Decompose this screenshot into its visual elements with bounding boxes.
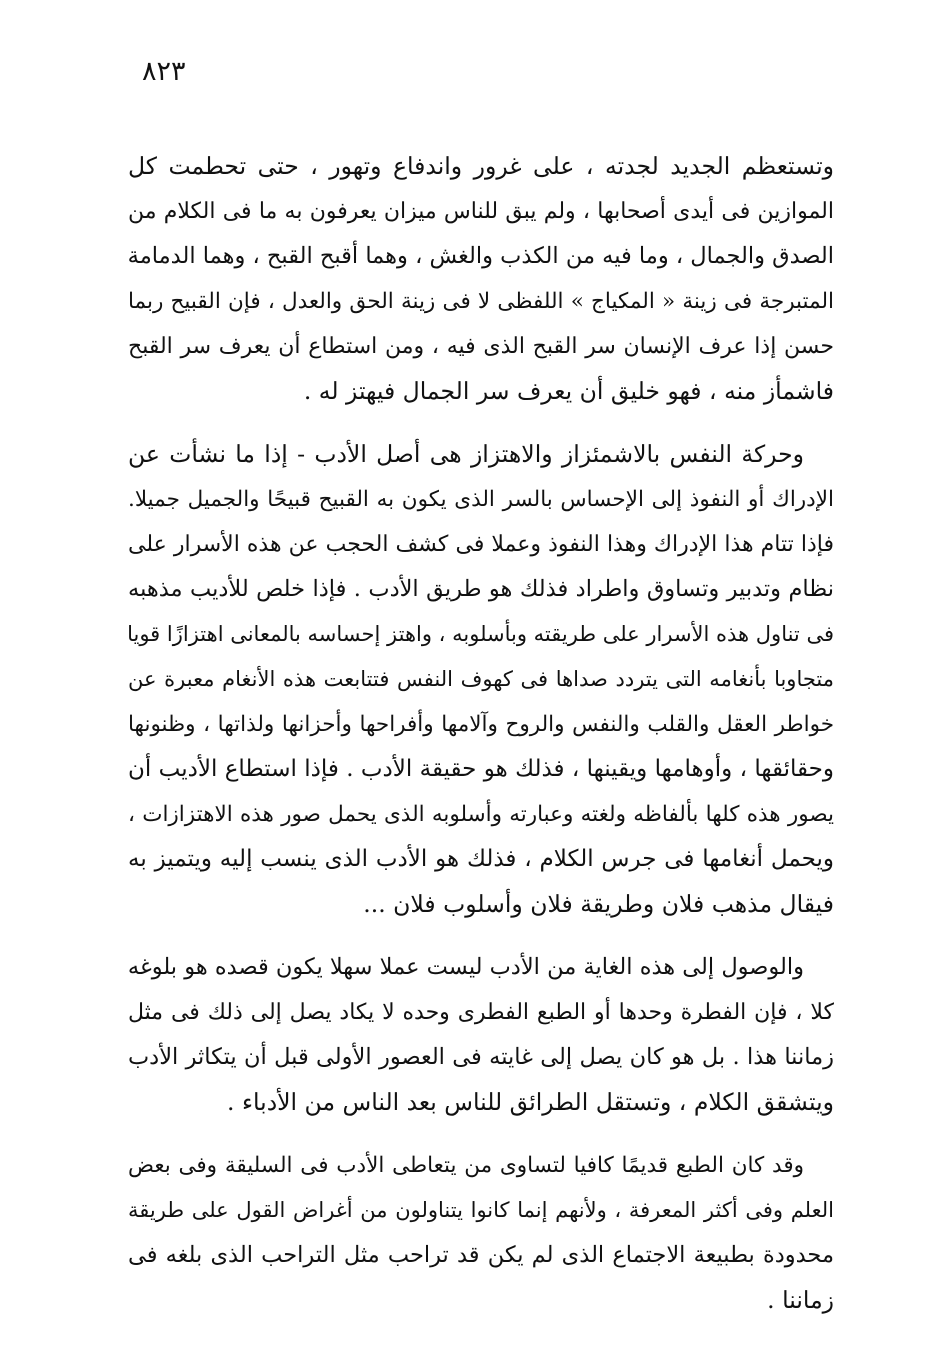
- text-line: حسن إذا عرف الإنسان سر القبح الذى فيه ، ومن استطاع أن يعرف سر القبح: [128, 334, 834, 359]
- text-line: كلا ، فإن الفطرة وحدها أو الطبع الفطرى وحده لا يكاد يصل إلى ذلك فى مثل: [128, 1000, 834, 1025]
- paragraph-2: [128, 432, 834, 927]
- text-line: زماننا هذا . بل هو كان يصل إلى غايته فى العصور الأولى قبل أن يتكاثر الأدب: [128, 1044, 834, 1070]
- text-line: وقد كان الطبع قديمًا كافيا لتساوى من يتعاطى الأدب فى السليقة وفى بعض: [128, 1153, 804, 1178]
- text-line: المتبرجة فى زينة « المكياج » اللفظى لا فى زينة الحق والعدل ، فإن القبيح ربما: [128, 289, 834, 314]
- text-line: فاشمأز منه ، فهو خليق أن يعرف سر الجمال فيهتز له .: [303, 377, 834, 405]
- text-line: الإدراك أو النفوذ إلى الإحساس بالسر الذى يكون به القبيح قبيحًا والجميل جميلا.: [128, 487, 834, 512]
- text-line: ويتشقق الكلام ، وتستقل الطرائق للناس بعد الناس من الأدباء .: [227, 1088, 834, 1116]
- text-line: وحقائقها ، وأوهامها ويقينها ، فذلك هو حقيقة الأدب . فإذا استطاع الأديب أن: [128, 756, 834, 782]
- text-line: خواطر العقل والقلب والنفس والروح وآلامها وأفراحها وأحزانها ولذاتها ، وظنونها: [128, 712, 834, 737]
- text-line: محدودة بطبيعة الاجتماع الذى لم يكن قد تراحب مثل التراحب الذى بلغه فى: [128, 1242, 834, 1268]
- text-line: العلم وفى أكثر المعرفة ، ولأنهم إنما كانوا يتناولون من أغراض القول على طريقة: [128, 1198, 834, 1222]
- text-line: فيقال مذهب فلان وطريقة فلان وأسلوب فلان ...: [363, 890, 834, 918]
- text-line: زماننا .: [767, 1286, 834, 1314]
- text-line: وحركة النفس بالاشمئزاز والاهتزاز هى أصل الأدب - إذا ما نشأت عن: [128, 440, 804, 468]
- text-line: متجاوبا بأنغامه التى يتردد صداها فى كهوف النفس فتتابعت هذه الأنغام معبرة عن: [128, 667, 834, 691]
- text-line: فإذا تتام هذا الإدراك وهذا النفوذ وعملا فى كشف الحجب عن هذه الأسرار على: [128, 532, 834, 557]
- page-number: ٨٢٣: [142, 56, 186, 87]
- text-line: فى تناول هذه الأسرار على طريقته وبأسلوبه ، واهتز إحساسه بالمعانى اهتزازًا قويا: [127, 622, 834, 646]
- text-line: نظام وتدبير وتساوق واطراد فذلك هو طريق الأدب . فإذا خلص للأديب مذهبه: [128, 576, 834, 602]
- paragraph-3: [128, 945, 834, 1125]
- text-line: والوصول إلى هذه الغاية من الأدب ليست عملا سهلا يكون قصده هو بلوغه: [127, 954, 804, 980]
- text-line: وتستعظم الجديد لجدته ، على غرور واندفاع وتهور ، حتى تحطمت كل: [128, 152, 834, 180]
- paragraph-4: [128, 1143, 834, 1323]
- text-line: ويحمل أنغامها فى جرس الكلام ، فذلك هو الأدب الذى ينسب إليه ويتميز به: [128, 846, 834, 872]
- text-line: الموازين فى أيدى أصحابها ، ولم يبق للناس ميزان يعرفون به ما فى الكلام من: [128, 199, 834, 224]
- text-line: يصور هذه كلها بألفاظه ولغته وعبارته وأسلوبه الذى يحمل صور هذه الاهتزازات ،: [128, 802, 834, 827]
- text-line: الصدق والجمال ، وما فيه من الكذب والغش ، وهما أقبح القبح ، وهما الدمامة: [127, 243, 834, 269]
- paragraph-1: [128, 144, 834, 414]
- body-text: [128, 144, 834, 1341]
